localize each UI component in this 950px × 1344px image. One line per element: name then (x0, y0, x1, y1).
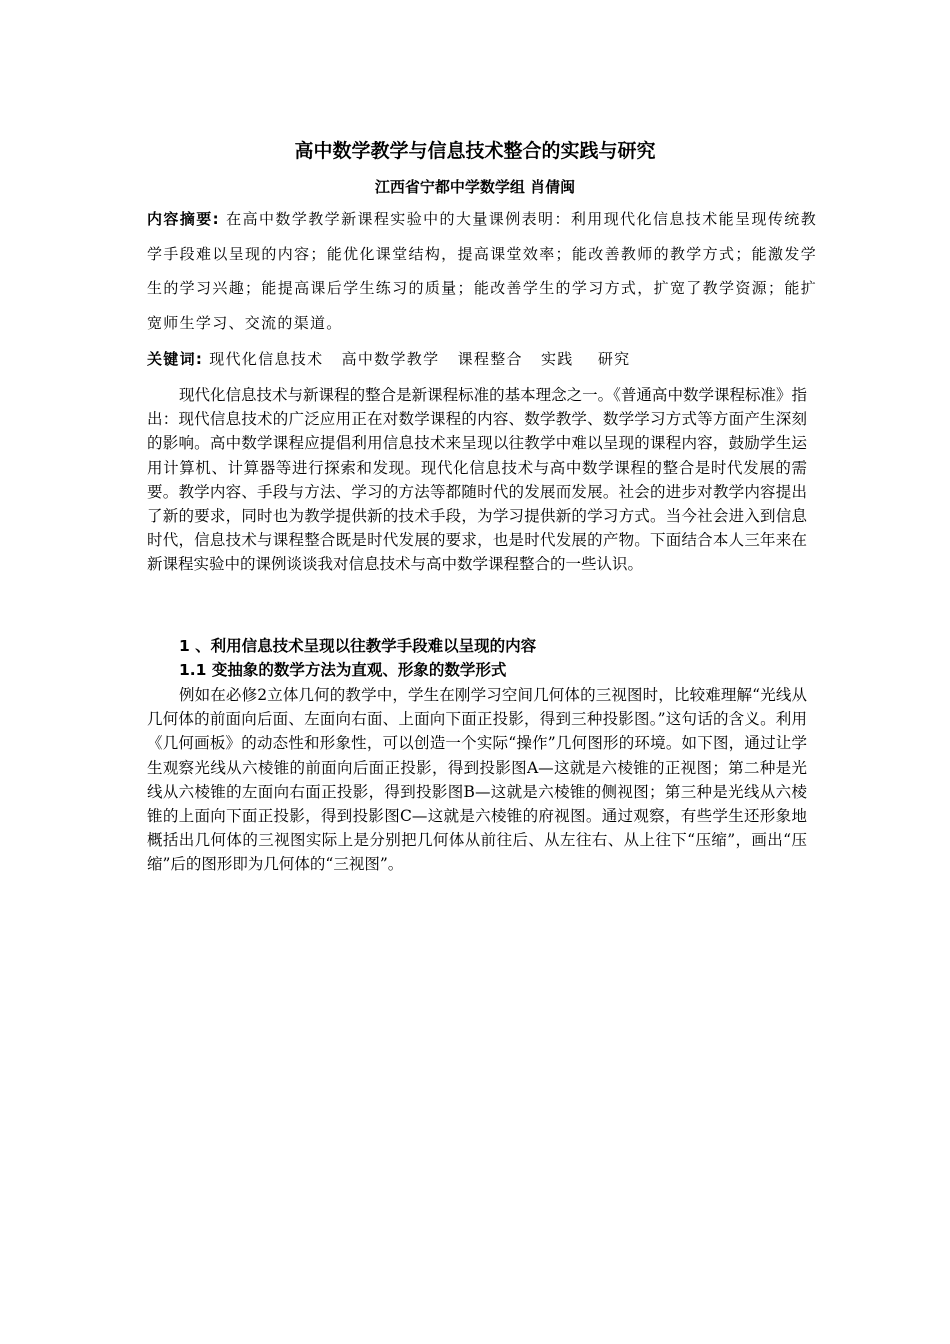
example-paragraph: 例如在必修2立体几何的教学中，学生在刚学习空间几何体的三视图时，比较难理解“光线从几何体的前面向后面、左面向右面、上面向下面正投影，得到三种投影图。”这句话的含义。利用《几何画板》的动态性和形象性，可以创造一个实际“操作”几何图形的环境。如下图，通过让学生观察光线从六棱锥的前面向后面正投影，得到投影图A—这就是六棱锥的正视图；第二种是光线从六棱锥的左面向右面正投影，得到投影图B—这就是六棱锥的侧视图；第三种是光线从六棱锥的上面向下面正投影，得到投影图C—这就是六棱锥的府视图。通过观察，有些学生还形象地概括出几何体的三视图实际上是分别把几何体从前往后、从左往右、从上往下“压缩”，画出“压缩”后的图形即为几何体的“三视图”。 (147, 686, 807, 874)
document-title: 高中数学教学与信息技术整合的实践与研究 (294, 140, 656, 162)
abstract-paragraph (147, 202, 817, 340)
subsection-heading: 1.1 变抽象的数学方法为直观、形象的数学形式 (179, 661, 507, 679)
keywords-text: 现代化信息技术 高中数学教学 课程整合 实践 研究 (209, 350, 631, 368)
keywords-label: 关键词: (147, 350, 204, 368)
abstract-text: 在高中数学教学新课程实验中的大量课例表明：利用现代化信息技术能呈现传统教学手段难以呈现的内容；能优化课堂结构，提高课堂效率；能改善教师的教学方式；能激发学生的学习兴趣；能提高课后学生练习的质量；能改善学生的学习方式，扩宽了教学资源；能扩宽师生学习、交流的渠道。 (147, 210, 817, 332)
intro-paragraph: 现代化信息技术与新课程的整合是新课程标准的基本理念之一。《普通高中数学课程标准》指出：现代信息技术的广泛应用正在对数学课程的内容、数学教学、数学学习方式等方面产生深刻的影响。高中数学课程应提倡利用信息技术来呈现以往教学中难以呈现的课程内容，鼓励学生运用计算机、计算器等进行探索和发现。现代化信息技术与高中数学课程的整合是时代发展的需要。教学内容、手段与方法、学习的方法等都随时代的发展而发展。社会的进步对教学内容提出了新的要求，同时也为教学提供新的技术手段，为学习提供新的学习方式。当今社会进入到信息时代，信息技术与课程整合既是时代发展的要求，也是时代发展的产物。下面结合本人三年来在新课程实验中的课例谈谈我对信息技术与高中数学课程整合的一些认识。 (147, 386, 807, 574)
author-line: 江西省宁都中学数学组 肖倩闽 (374, 178, 576, 196)
section-heading: 1 、利用信息技术呈现以往教学手段难以呈现的内容 (179, 637, 537, 655)
keywords-line (147, 348, 817, 370)
abstract-label: 内容摘要: (147, 210, 220, 228)
